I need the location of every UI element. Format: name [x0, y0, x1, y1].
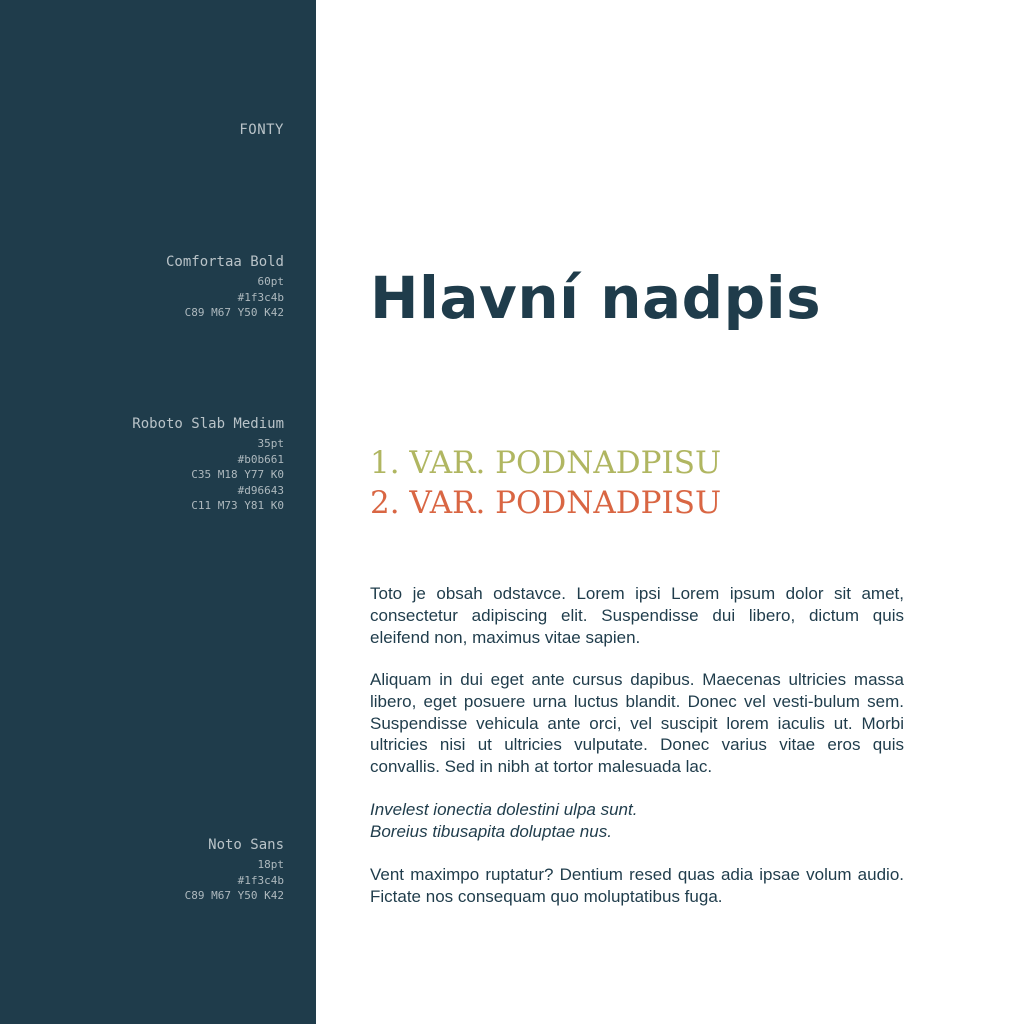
body-paragraph: Aliquam in dui eget ante cursus dapibus. Maecenas ultricies massa libero, eget posuere urna luctus blandit. Donec vel vesti-bulum sem. Suspendisse vehicula ante orci, vel suscipit lorem iaculis ut. Morbi ultricies nisi ut ultricies vulputate. Donec varius vitae eros quis convallis. Sed in nibh at tortor malesuada lac.	[370, 670, 904, 777]
body-paragraph: Vent maximpo ruptatur? Dentium resed quas adia ipsae volum audio. Fictate nos consequam quo moluptatibus fuga.	[370, 865, 904, 906]
font-spec-cmyk: C89 M67 Y50 K42	[184, 306, 284, 319]
font-spec-name: Comfortaa Bold	[165, 254, 284, 270]
font-spec-size: 35pt	[257, 437, 284, 450]
font-spec-hex: #1f3c4b	[237, 873, 284, 887]
font-spec-heading	[166, 253, 284, 321]
specimen-content	[370, 0, 904, 1024]
sidebar	[0, 0, 316, 1024]
italic-paragraph	[370, 799, 904, 843]
subheading-variant-2: 2. VAR. PODNADPISU	[370, 485, 722, 521]
font-spec-subheading	[132, 415, 284, 514]
font-spec-size: 18pt	[257, 858, 284, 871]
sidebar-heading: FONTY	[239, 122, 284, 138]
italic-line: Invelest ionectia dolestini ulpa sunt.	[370, 800, 638, 819]
font-spec-body	[185, 836, 284, 904]
font-spec-name: Noto Sans	[208, 837, 284, 853]
font-spec-cmyk: C11 M73 Y81 K0	[191, 499, 284, 512]
font-spec-name: Roboto Slab Medium	[132, 416, 284, 432]
font-spec-hex: #b0b661	[237, 452, 284, 466]
font-spec-hex: #1f3c4b	[237, 290, 284, 304]
subheading-variant-1: 1. VAR. PODNADPISU	[370, 445, 722, 481]
body-paragraph: Toto je obsah odstavce. Lorem ipsi Lorem ipsum dolor sit amet, consectetur adipiscing elit. Suspendisse dui libero, dictum quis eleifend non, maximus vitae sapien.	[370, 584, 904, 647]
font-spec-size: 60pt	[257, 275, 284, 288]
italic-line: Boreius tibusapita doluptae nus.	[370, 821, 612, 841]
main-heading: Hlavní nadpis	[370, 264, 822, 332]
font-spec-hex: #d96643	[237, 483, 284, 497]
font-spec-cmyk: C89 M67 Y50 K42	[184, 889, 284, 902]
font-spec-cmyk: C35 M18 Y77 K0	[191, 468, 284, 481]
